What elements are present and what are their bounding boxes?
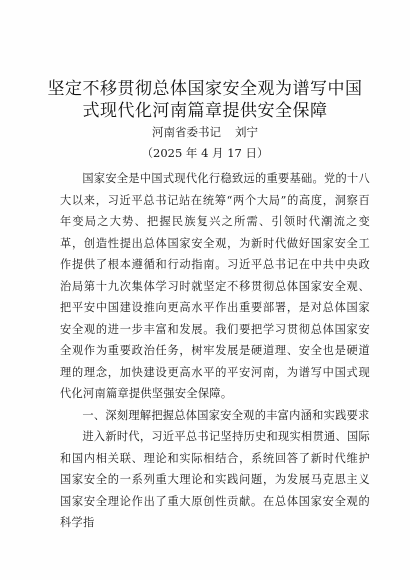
author-position: 河南省委书记 [152, 125, 221, 139]
publish-date: （2025 年 4 月 17 日） [141, 146, 269, 160]
paragraph: 国家安全是中国式现代化行稳致远的重要基础。党的十八大以来，习近平总书记站在统筹“两个大局”的高度，洞察百年变局之大势、把握民族复兴之所需、引领时代潮流之变革，创造性提出总体国家安全观，为新时代做好国家安全工作提供了根本遵循和行动指南。习近平总书记在中共中央政治局第十九次集体学习时就坚定不移贯彻总体国家安全观、把平安中国建设推向更高水平作出重要部署，是对总体国家安全观的进一步丰富和发展。我们要把学习贯彻总体国家安全观作为重要政治任务，树牢发展是硬道理、安全也是硬道理的理念，加快建设更高水平的平安河南，为谱写中国式现代化河南篇章提供坚强安全保障。 [60, 172, 370, 400]
article-body [60, 168, 370, 534]
author-name: 刘宁 [235, 125, 258, 139]
section-heading: 一、深刻理解把握总体国家安全观的丰富内涵和实践要求 [82, 408, 370, 422]
article-title: 坚定不移贯彻总体国家安全观为谱写中国式现代化河南篇章提供安全保障 [47, 79, 363, 121]
paragraph: 进入新时代，习近平总书记坚持历史和现实相贯通、国际和国内相关联、理论和实际相结合，系统回答了新时代维护国家安全的一系列重大理论和实践问题，为发展马克思主义国家安全理论作出了重大原创性贡献。在总体国家安全观的科学指 [60, 430, 370, 529]
byline [40, 124, 370, 140]
